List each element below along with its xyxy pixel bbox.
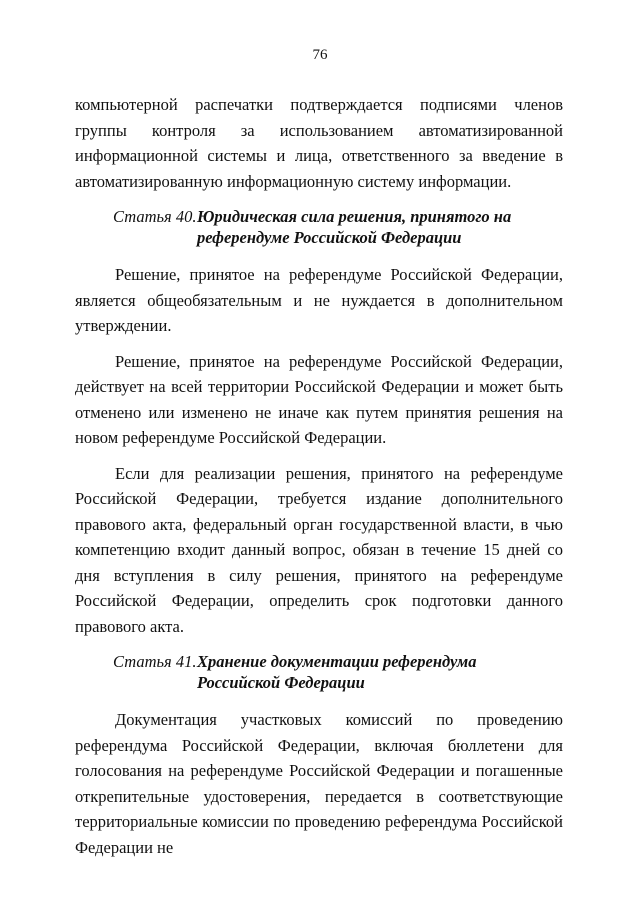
article-41-title: Хранение документации референдума Российской Федерации [197,652,477,692]
article-41-number: Статья 41. [113,652,197,671]
article-40-number: Статья 40. [113,207,197,226]
paragraph-gap [75,339,563,349]
document-body [75,92,563,860]
paragraph-gap [75,451,563,461]
page-number: 76 [312,47,328,63]
article-40-title: Юридическая сила решения, принятого на референдуме Российской Федерации [197,207,512,247]
article-41-heading [75,651,563,693]
article-41-paragraph-1: Документация участковых комиссий по проведению референдума Российской Федерации, включая бюллетени для голосования на референдуме Российской Федерации и погашенные открепительные удостоверения, передается в соответствующие территориальные комиссии по проведению референдума Российской Федерации не [75,710,563,857]
article-40-heading [75,206,563,248]
article-40-paragraph-1: Решение, принятое на референдуме Российской Федерации, является общеобязательным и не нуждается в дополнительном утверждении. [75,265,563,335]
article-40-paragraph-2: Решение, принятое на референдуме Российской Федерации, действует на всей территории Российской Федерации и может быть отменено или изменено не иначе как путем принятия решения на новом референдуме Российской Федерации. [75,351,563,447]
paragraph-continued: компьютерной распечатки подтверждается подписями членов группы контроля за использованием автоматизированной информационной системы и лица, ответственного за введение в автоматизированную информационную систему информации. [75,95,563,191]
article-40-paragraph-3: Если для реализации решения, принятого на референдуме Российской Федерации, требуется издание дополнительного правового акта, федеральный орган государственной власти, в чью компетенцию входит данный вопрос, обязан в течение 15 дней со дня вступления в силу решения, принятого на референдуме Российской Федерации, определить срок подготовки данного правового акта. [75,463,563,636]
